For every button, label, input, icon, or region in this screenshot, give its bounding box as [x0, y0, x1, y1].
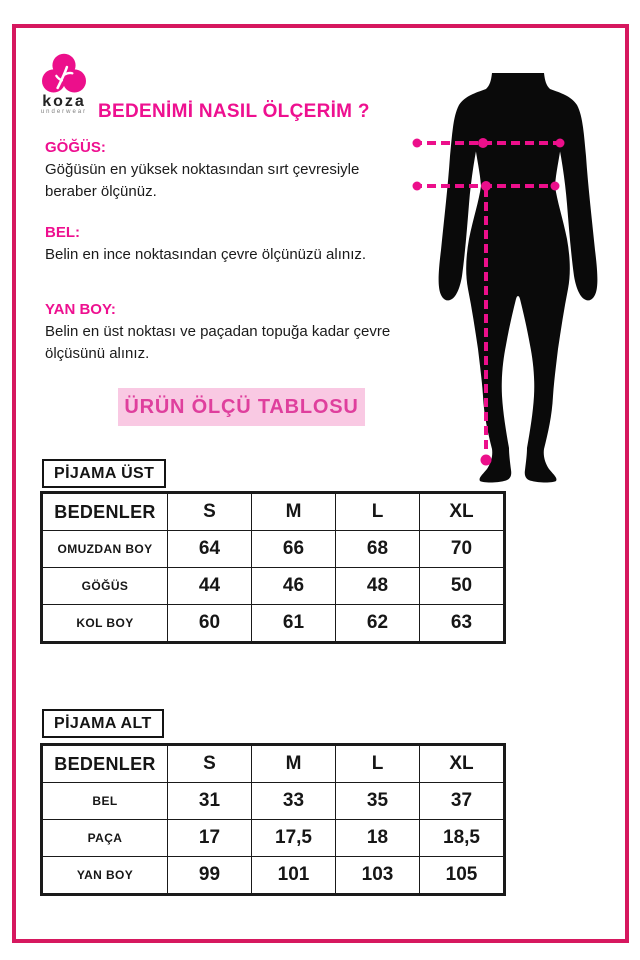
section-bel — [45, 224, 410, 266]
table-header-row — [42, 493, 505, 531]
row-label: PAÇA — [42, 820, 168, 857]
value-cell: 17 — [168, 820, 252, 857]
table-row — [42, 568, 505, 605]
value-cell: 35 — [336, 783, 420, 820]
size-table-pijama-alt — [40, 743, 506, 896]
value-cell: 70 — [420, 531, 505, 568]
value-cell: 44 — [168, 568, 252, 605]
header-cell: L — [336, 745, 420, 783]
section-heading: YAN BOY: — [45, 301, 116, 318]
brand-subtitle: underwear — [40, 109, 88, 115]
section-heading: GÖĞÜS: — [45, 139, 106, 156]
value-cell: 46 — [252, 568, 336, 605]
header-cell: BEDENLER — [42, 745, 168, 783]
value-cell: 61 — [252, 605, 336, 643]
product-size-table-banner: ÜRÜN ÖLÇÜ TABLOSU — [118, 388, 365, 426]
value-cell: 66 — [252, 531, 336, 568]
row-label: GÖĞÜS — [42, 568, 168, 605]
value-cell: 99 — [168, 857, 252, 895]
section-text: Belin en üst noktası ve paçadan topuğa kadar çevre ölçüsünü alınız. — [45, 323, 391, 362]
value-cell: 105 — [420, 857, 505, 895]
table-row — [42, 605, 505, 643]
value-cell: 64 — [168, 531, 252, 568]
value-cell: 62 — [336, 605, 420, 643]
row-label: YAN BOY — [42, 857, 168, 895]
table-title-pijama-ust: PİJAMA ÜST — [42, 459, 166, 488]
value-cell: 33 — [252, 783, 336, 820]
header-cell: XL — [420, 745, 505, 783]
value-cell: 37 — [420, 783, 505, 820]
table-title-pijama-alt: PİJAMA ALT — [42, 709, 164, 738]
header-cell: L — [336, 493, 420, 531]
value-cell: 103 — [336, 857, 420, 895]
body-silhouette — [439, 73, 598, 483]
table-row — [42, 783, 505, 820]
section-text: Belin en ince noktasından çevre ölçünüzü alınız. — [45, 246, 367, 263]
value-cell: 17,5 — [252, 820, 336, 857]
table-row — [42, 820, 505, 857]
section-yanboy — [45, 301, 410, 365]
table-header-row — [42, 745, 505, 783]
value-cell: 18 — [336, 820, 420, 857]
value-cell: 68 — [336, 531, 420, 568]
header-cell: S — [168, 493, 252, 531]
value-cell: 48 — [336, 568, 420, 605]
table-row — [42, 531, 505, 568]
value-cell: 60 — [168, 605, 252, 643]
value-cell: 31 — [168, 783, 252, 820]
row-label: BEL — [42, 783, 168, 820]
header-cell: XL — [420, 493, 505, 531]
row-label: KOL BOY — [42, 605, 168, 643]
header-cell: M — [252, 745, 336, 783]
page-title: BEDENİMİ NASIL ÖLÇERİM ? — [98, 101, 370, 122]
table-row — [42, 857, 505, 895]
section-text: Göğüsün en yüksek noktasından sırt çevresiyle beraber ölçünüz. — [45, 161, 360, 200]
header-cell: S — [168, 745, 252, 783]
row-label: OMUZDAN BOY — [42, 531, 168, 568]
value-cell: 101 — [252, 857, 336, 895]
body-silhouette-figure — [405, 60, 610, 490]
size-table-pijama-ust — [40, 491, 506, 644]
value-cell: 50 — [420, 568, 505, 605]
brand-logo — [36, 53, 92, 116]
section-heading: BEL: — [45, 224, 80, 241]
value-cell: 63 — [420, 605, 505, 643]
brand-name: koza — [42, 93, 86, 110]
header-cell: M — [252, 493, 336, 531]
value-cell: 18,5 — [420, 820, 505, 857]
section-gogus — [45, 139, 410, 203]
koza-flower-icon — [42, 53, 86, 95]
header-cell: BEDENLER — [42, 493, 168, 531]
